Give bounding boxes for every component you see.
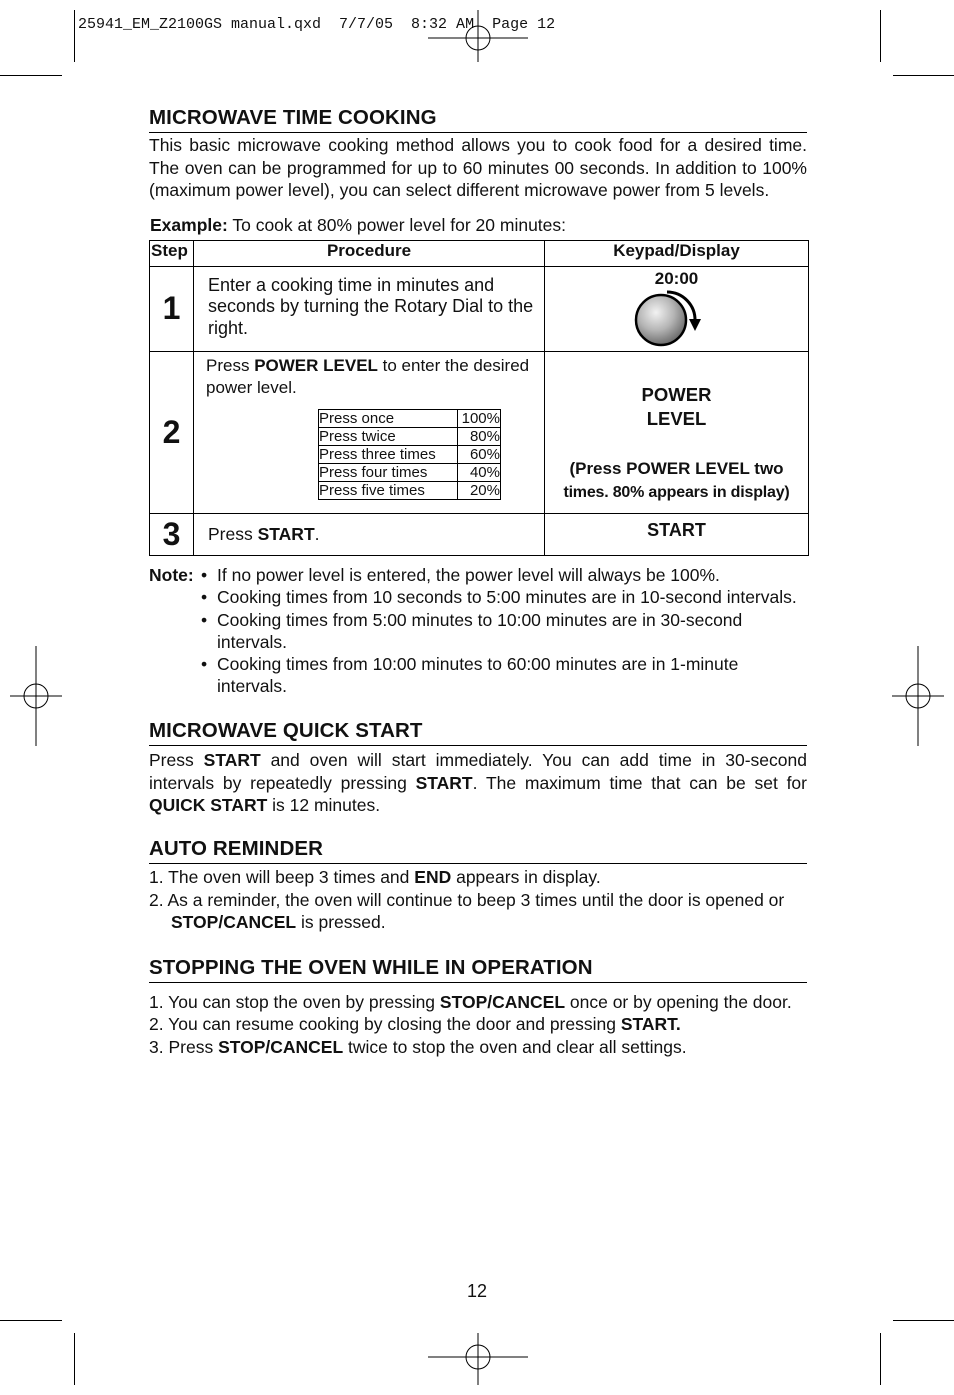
section-title-stopping: STOPPING THE OVEN WHILE IN OPERATION <box>149 956 807 983</box>
notes-list <box>149 564 807 698</box>
power-level-key-note: (Press POWER LEVEL two times. 80% appears in display) <box>563 458 790 501</box>
step-number: 3 <box>150 513 194 555</box>
file-slug: 25941_EM_Z2100GS manual.qxd 7/7/05 8:32 AM Page 12 <box>78 16 556 33</box>
display-time: 20:00 <box>654 268 699 288</box>
table-row <box>150 513 809 555</box>
step3-text: Press START. <box>208 524 320 545</box>
step-procedure <box>194 351 545 513</box>
quick-start-text: Press START and oven will start immediately. You can add time in 30-second intervals by repeatedly pressing START. The maximum time that can be set for QUICK START is 12 minutes. <box>149 750 807 816</box>
notes-block <box>149 564 807 698</box>
list-item: 1. The oven will beep 3 times and END appears in display. <box>149 867 601 888</box>
page-number: 12 <box>466 1281 488 1301</box>
crop-mark <box>0 1320 62 1321</box>
list-item: 2. As a reminder, the oven will continue to beep 3 times until the door is opened or STOP/CANCEL is pressed. <box>149 889 785 933</box>
step-keypad <box>545 266 809 351</box>
list-item: • Cooking times from 10 seconds to 5:00 minutes are in 10-second intervals. <box>201 586 807 608</box>
stopping-list <box>149 991 807 1059</box>
example-line <box>150 215 807 236</box>
table-row: Press five times 20% <box>319 481 500 499</box>
table-row <box>150 351 809 513</box>
crop-mark <box>880 10 881 62</box>
crop-mark <box>893 1320 954 1321</box>
example-label: Example: <box>150 214 228 235</box>
example-text: To cook at 80% power level for 20 minutes: <box>227 214 567 235</box>
header-keypad-display: Keypad/Display <box>545 240 809 266</box>
registration-mark-bottom-icon <box>428 1333 528 1385</box>
auto-reminder-list <box>149 866 807 934</box>
start-key: START <box>545 513 809 555</box>
header-procedure: Procedure <box>194 240 545 266</box>
table-row: Press once 100% <box>319 409 500 427</box>
step-number: 1 <box>150 266 194 351</box>
note-label: Note: <box>149 564 194 585</box>
power-level-key: POWER LEVEL <box>641 383 712 429</box>
registration-mark-top-icon <box>428 10 528 62</box>
table-row <box>150 266 809 351</box>
table-row: Press four times 40% <box>319 463 500 481</box>
crop-mark <box>893 75 954 76</box>
steps-table <box>149 240 809 556</box>
list-item: 2. You can resume cooking by closing the door and pressing START. <box>149 1014 681 1035</box>
table-row: Press twice 80% <box>319 427 500 445</box>
registration-mark-right-icon <box>892 646 944 746</box>
rotary-dial-icon <box>631 289 711 351</box>
list-item: • If no power level is entered, the power level will always be 100%. <box>201 564 807 586</box>
crop-mark <box>0 75 62 76</box>
list-item: • Cooking times from 5:00 minutes to 10:00 minutes are in 30-second intervals. <box>201 609 807 653</box>
crop-mark <box>880 1333 881 1385</box>
step2-text: Press POWER LEVEL to enter the desired power level. <box>206 355 530 397</box>
crop-mark <box>74 1333 75 1385</box>
step-keypad <box>545 351 809 513</box>
step-procedure <box>194 513 545 555</box>
crop-mark <box>74 10 75 62</box>
section-title-auto-reminder: AUTO REMINDER <box>149 837 807 864</box>
time-cooking-intro: This basic microwave cooking method allows you to cook food for a desired time. The oven can be programmed for up to 60 minutes 00 seconds. In addition to 100% (maximum power level), you can select different microwave power from 5 levels. <box>149 135 807 201</box>
step1-text: Enter a cooking time in minutes and seconds by turning the Rotary Dial to the right. <box>208 274 534 338</box>
section-title-time-cooking: MICROWAVE TIME COOKING <box>149 106 807 133</box>
table-header-row <box>150 240 809 266</box>
section-title-quick-start: MICROWAVE QUICK START <box>149 719 807 746</box>
power-level-table <box>318 409 501 500</box>
step-number: 2 <box>150 351 194 513</box>
registration-mark-left-icon <box>10 646 62 746</box>
list-item: • Cooking times from 10:00 minutes to 60:00 minutes are in 1-minute intervals. <box>201 653 807 697</box>
list-item: 3. Press STOP/CANCEL twice to stop the oven and clear all settings. <box>149 1037 687 1058</box>
header-step: Step <box>150 240 194 266</box>
list-item: 1. You can stop the oven by pressing STOP/CANCEL once or by opening the door. <box>149 991 792 1012</box>
table-row: Press three times 60% <box>319 445 500 463</box>
step-procedure <box>194 266 545 351</box>
page-content <box>149 106 807 1059</box>
